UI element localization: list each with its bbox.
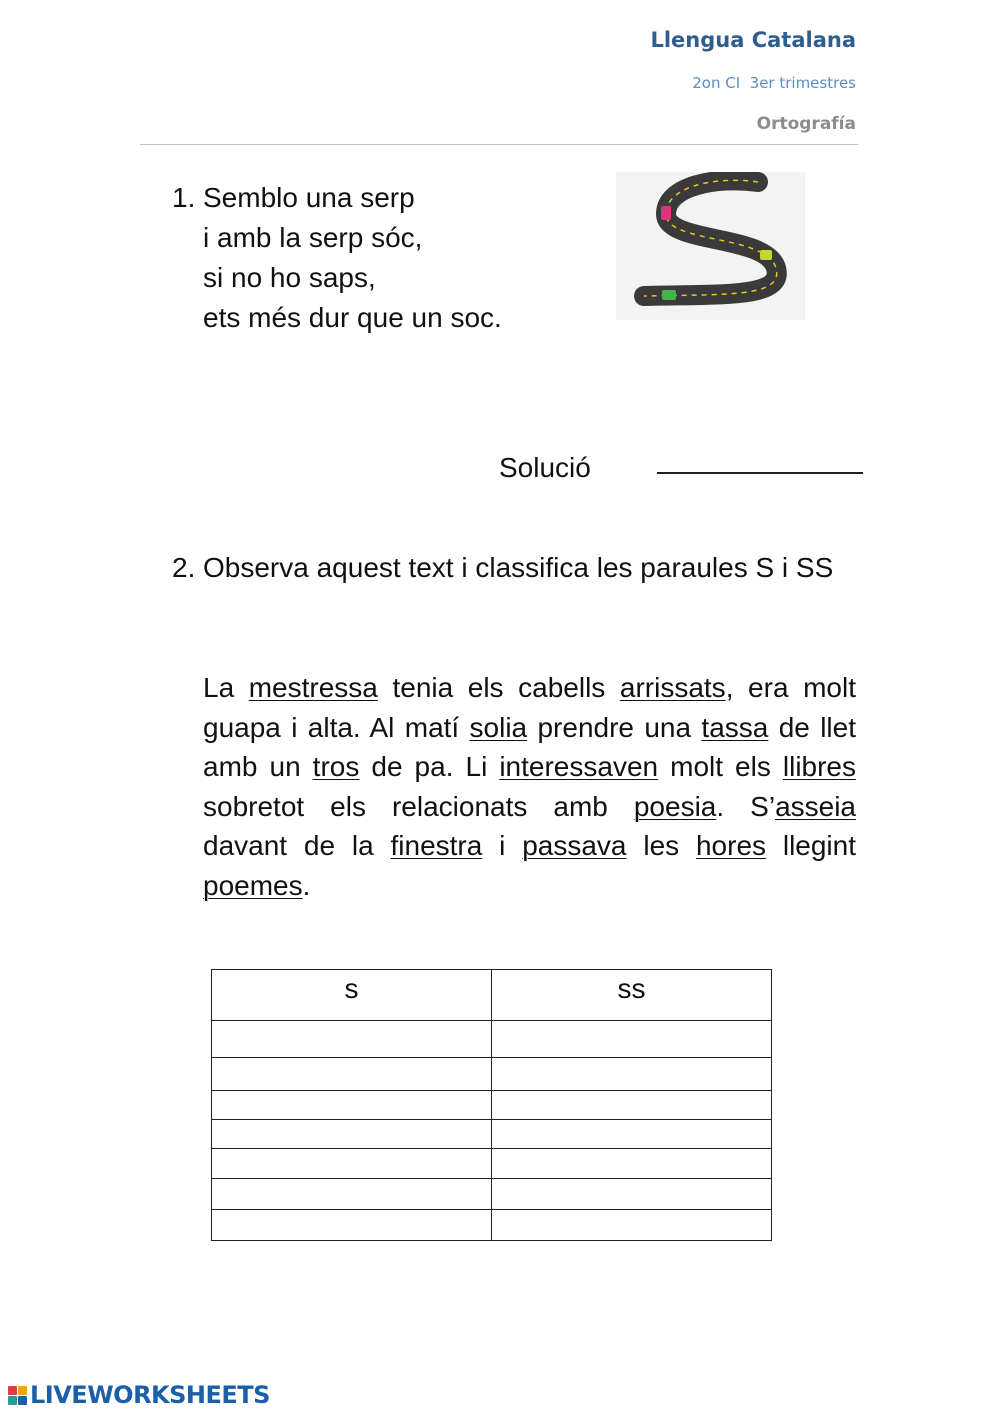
header-divider [140, 144, 858, 145]
paragraph-text: molt els [658, 751, 783, 783]
table-header-row [212, 970, 772, 1021]
table-row [212, 1091, 772, 1120]
logo-square [18, 1396, 27, 1405]
paragraph-text: sobretot els relacionats amb [203, 790, 634, 822]
liveworksheets-logo [8, 1381, 270, 1409]
paragraph-text: les [626, 830, 696, 862]
yellow-car-icon [760, 250, 772, 260]
answer-cell-ss[interactable] [492, 1091, 772, 1120]
answer-cell-ss[interactable] [492, 1120, 772, 1149]
exercise-2-instruction: Observa aquest text i classifica les paraules S i SS [203, 552, 834, 583]
riddle-line: i amb la serp sóc, [203, 222, 423, 253]
answer-cell-s[interactable] [212, 1091, 492, 1120]
paragraph-text: de llet amb un [203, 711, 856, 783]
reading-paragraph [203, 668, 856, 906]
underlined-word: mestressa [248, 672, 378, 703]
logo-mark-icon [8, 1386, 27, 1405]
table-row [212, 1120, 772, 1149]
underlined-word: asseia [775, 790, 856, 822]
answer-cell-s[interactable] [212, 1058, 492, 1091]
paragraph-text: i [482, 830, 523, 862]
logo-square [8, 1396, 17, 1405]
underlined-word: llibres [782, 751, 857, 783]
pink-car-icon [661, 206, 671, 220]
table-row [212, 1179, 772, 1210]
green-car-icon [662, 290, 676, 300]
solution-label: Solució [499, 452, 591, 483]
answer-cell-ss[interactable] [492, 1210, 772, 1241]
s-road-graphic [616, 172, 805, 320]
logo-text: LIVEWORKSHEETS [30, 1381, 270, 1409]
paragraph-text: La [203, 672, 249, 703]
paragraph-text: . S’ [716, 790, 776, 822]
underlined-word: interessaven [499, 751, 659, 783]
paragraph-text: tenia els cabells [377, 672, 620, 703]
exercise-1-number: 1. [172, 182, 196, 213]
paragraph-text: de pa. Li [359, 751, 500, 783]
underlined-word: poemes [203, 869, 303, 901]
underlined-word: tros [312, 751, 360, 783]
column-header-s: s [212, 970, 492, 1021]
topic-title: Ortografía [756, 114, 856, 134]
table-row [212, 1149, 772, 1179]
paragraph-text: davant de la [203, 830, 391, 862]
subject-title: Llengua Catalana [650, 28, 856, 52]
table-row [212, 1021, 772, 1058]
paragraph-text: llegint [766, 830, 857, 862]
riddle-line: Semblo una serp [203, 182, 415, 213]
answer-cell-s[interactable] [212, 1149, 492, 1179]
underlined-word: poesia [633, 790, 717, 822]
answer-cell-ss[interactable] [492, 1149, 772, 1179]
riddle-text [203, 178, 502, 338]
riddle-line: si no ho saps, [203, 262, 376, 293]
paragraph-text: . [302, 869, 311, 901]
solution-answer-line[interactable] [657, 472, 863, 474]
answer-cell-ss[interactable] [492, 1179, 772, 1210]
answer-cell-ss[interactable] [492, 1021, 772, 1058]
answer-cell-s[interactable] [212, 1210, 492, 1241]
table-row [212, 1210, 772, 1241]
answer-cell-s[interactable] [212, 1021, 492, 1058]
underlined-word: arrissats [619, 672, 726, 703]
answer-cell-s[interactable] [212, 1179, 492, 1210]
logo-square [18, 1386, 27, 1395]
underlined-word: finestra [390, 830, 483, 862]
underlined-word: tassa [701, 711, 769, 743]
answer-cell-s[interactable] [212, 1120, 492, 1149]
logo-square [8, 1386, 17, 1395]
column-header-ss: ss [492, 970, 772, 1021]
table-row [212, 1058, 772, 1091]
classification-table [211, 969, 772, 1241]
underlined-word: hores [695, 830, 767, 862]
exercise-2-number: 2. [172, 552, 196, 583]
underlined-word: solia [469, 711, 528, 743]
underlined-word: passava [522, 830, 627, 862]
paragraph-text: , era molt guapa i alta. Al matí [203, 672, 856, 743]
riddle-line: ets més dur que un soc. [203, 302, 502, 333]
answer-cell-ss[interactable] [492, 1058, 772, 1091]
course-term: 2on CI 3er trimestres [692, 74, 856, 92]
s-shaped-road-icon [616, 172, 805, 320]
paragraph-text: prendre una [527, 711, 702, 743]
